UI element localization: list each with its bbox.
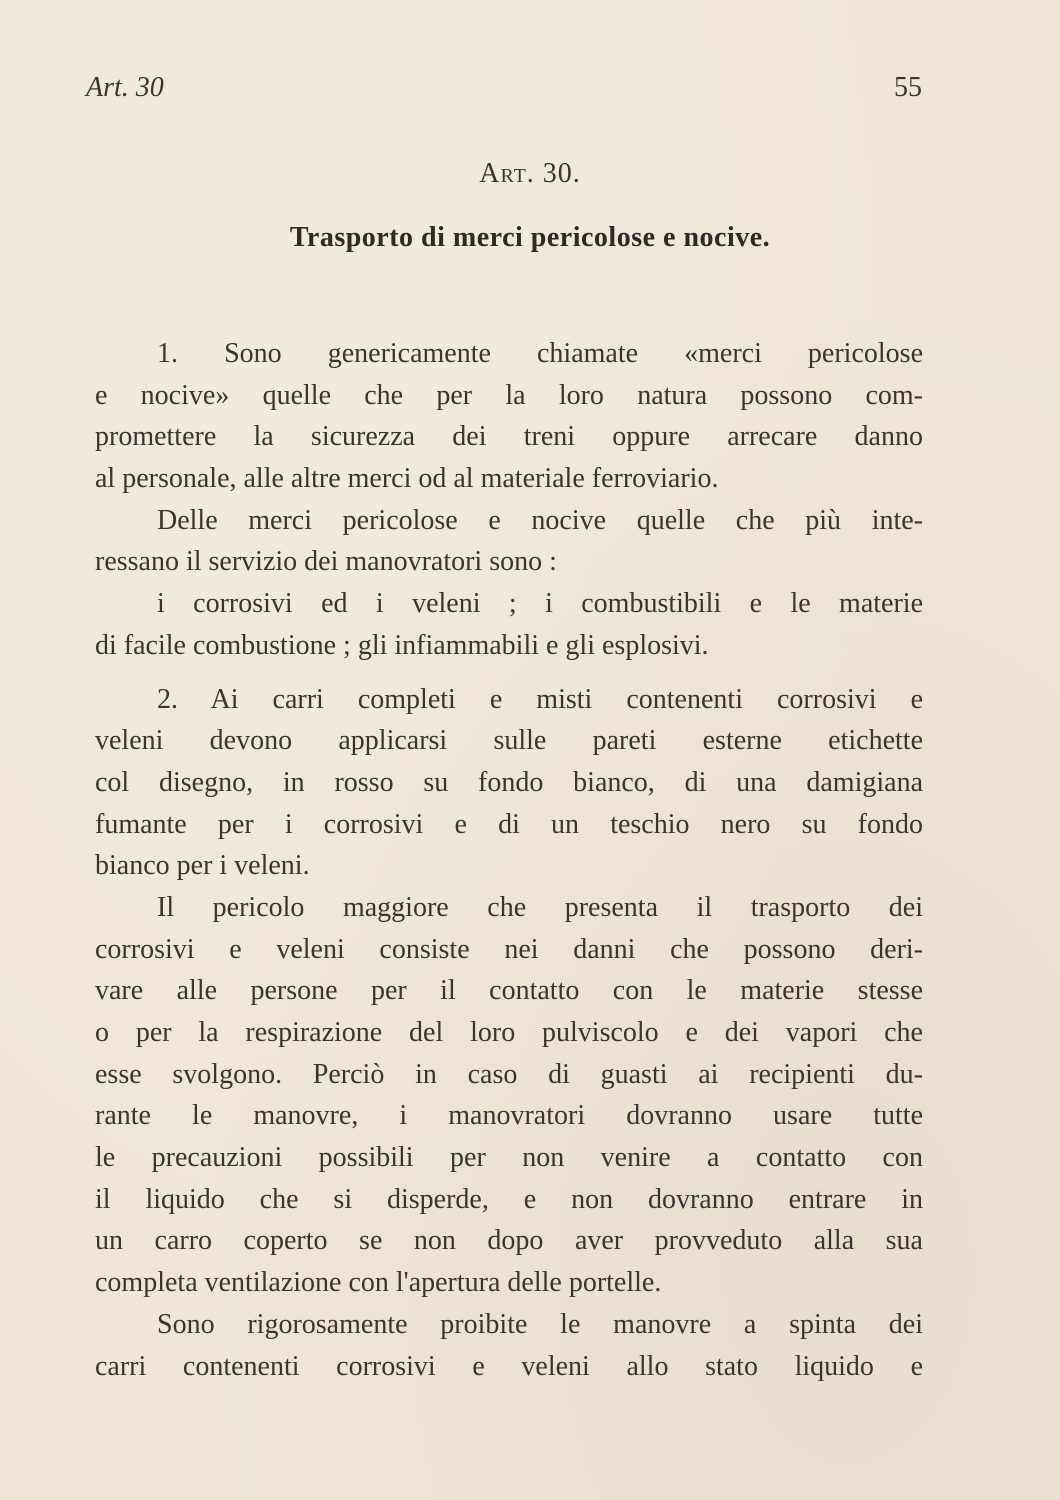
text-line: fumante per i corrosivi e di un teschio nero su fondo xyxy=(95,808,923,840)
text-line: al personale, alle altre merci od al materiale ferroviario. xyxy=(95,463,719,495)
text-line: ressano il servizio dei manovratori sono : xyxy=(95,546,557,578)
text-line: bianco per i veleni. xyxy=(95,850,310,882)
text-line: corrosivi e veleni consiste nei danni che possono deri- xyxy=(95,933,923,965)
text-line: di facile combustione ; gli infiammabili e gli esplosivi. xyxy=(95,629,709,661)
article-heading-initial: A xyxy=(479,158,501,189)
text-line: 1. Sono genericamente chiamate «merci pericolose xyxy=(157,338,923,369)
article-body xyxy=(95,333,923,1387)
text-line: vare alle persone per il contatto con le materie stesse xyxy=(95,975,923,1007)
article-title: Trasporto di merci pericolose e nocive. xyxy=(289,222,771,253)
article-heading xyxy=(0,158,1060,190)
section-gap xyxy=(95,667,923,679)
text-line: e nocive» quelle che per la loro natura possono com- xyxy=(95,379,923,411)
article-heading-smallcaps: rt xyxy=(500,158,527,189)
text-line: il liquido che si disperde, e non dovranno entrare in xyxy=(95,1183,923,1215)
text-line: o per la respirazione del loro pulviscolo e dei vapori che xyxy=(95,1017,923,1048)
text-line: un carro coperto se non dopo aver provveduto alla sua xyxy=(95,1225,923,1257)
text-line: rante le manovre, i manovratori dovranno usare tutte xyxy=(95,1100,923,1132)
text-line: promettere la sicurezza dei treni oppure arrecare danno xyxy=(95,421,923,453)
text-line: le precauzioni possibili per non venire a contatto con xyxy=(95,1142,923,1174)
text-line: carri contenenti corrosivi e veleni allo stato liquido e xyxy=(95,1350,923,1382)
article-heading-number: . 30. xyxy=(526,158,581,189)
running-head xyxy=(86,72,922,112)
text-line: esse svolgono. Perciò in caso di guasti ai recipienti du- xyxy=(95,1058,923,1090)
page-number: 55 xyxy=(894,72,922,103)
text-line: col disegno, in rosso su fondo bianco, di una damigiana xyxy=(95,766,923,798)
running-head-article: Art. 30 xyxy=(86,72,164,103)
text-line: 2. Ai carri completi e misti contenenti corrosivi e xyxy=(157,683,923,715)
text-line: Il pericolo maggiore che presenta il trasporto dei xyxy=(157,891,923,923)
text-line: Sono rigorosamente proibite le manovre a spinta dei xyxy=(157,1308,923,1340)
text-line: i corrosivi ed i veleni ; i combustibili e le materie xyxy=(157,588,923,620)
text-line: completa ventilazione con l'apertura delle portelle. xyxy=(95,1267,662,1299)
text-line: veleni devono applicarsi sulle pareti esterne etichette xyxy=(95,725,923,757)
text-line: Delle merci pericolose e nocive quelle che più inte- xyxy=(157,504,923,536)
